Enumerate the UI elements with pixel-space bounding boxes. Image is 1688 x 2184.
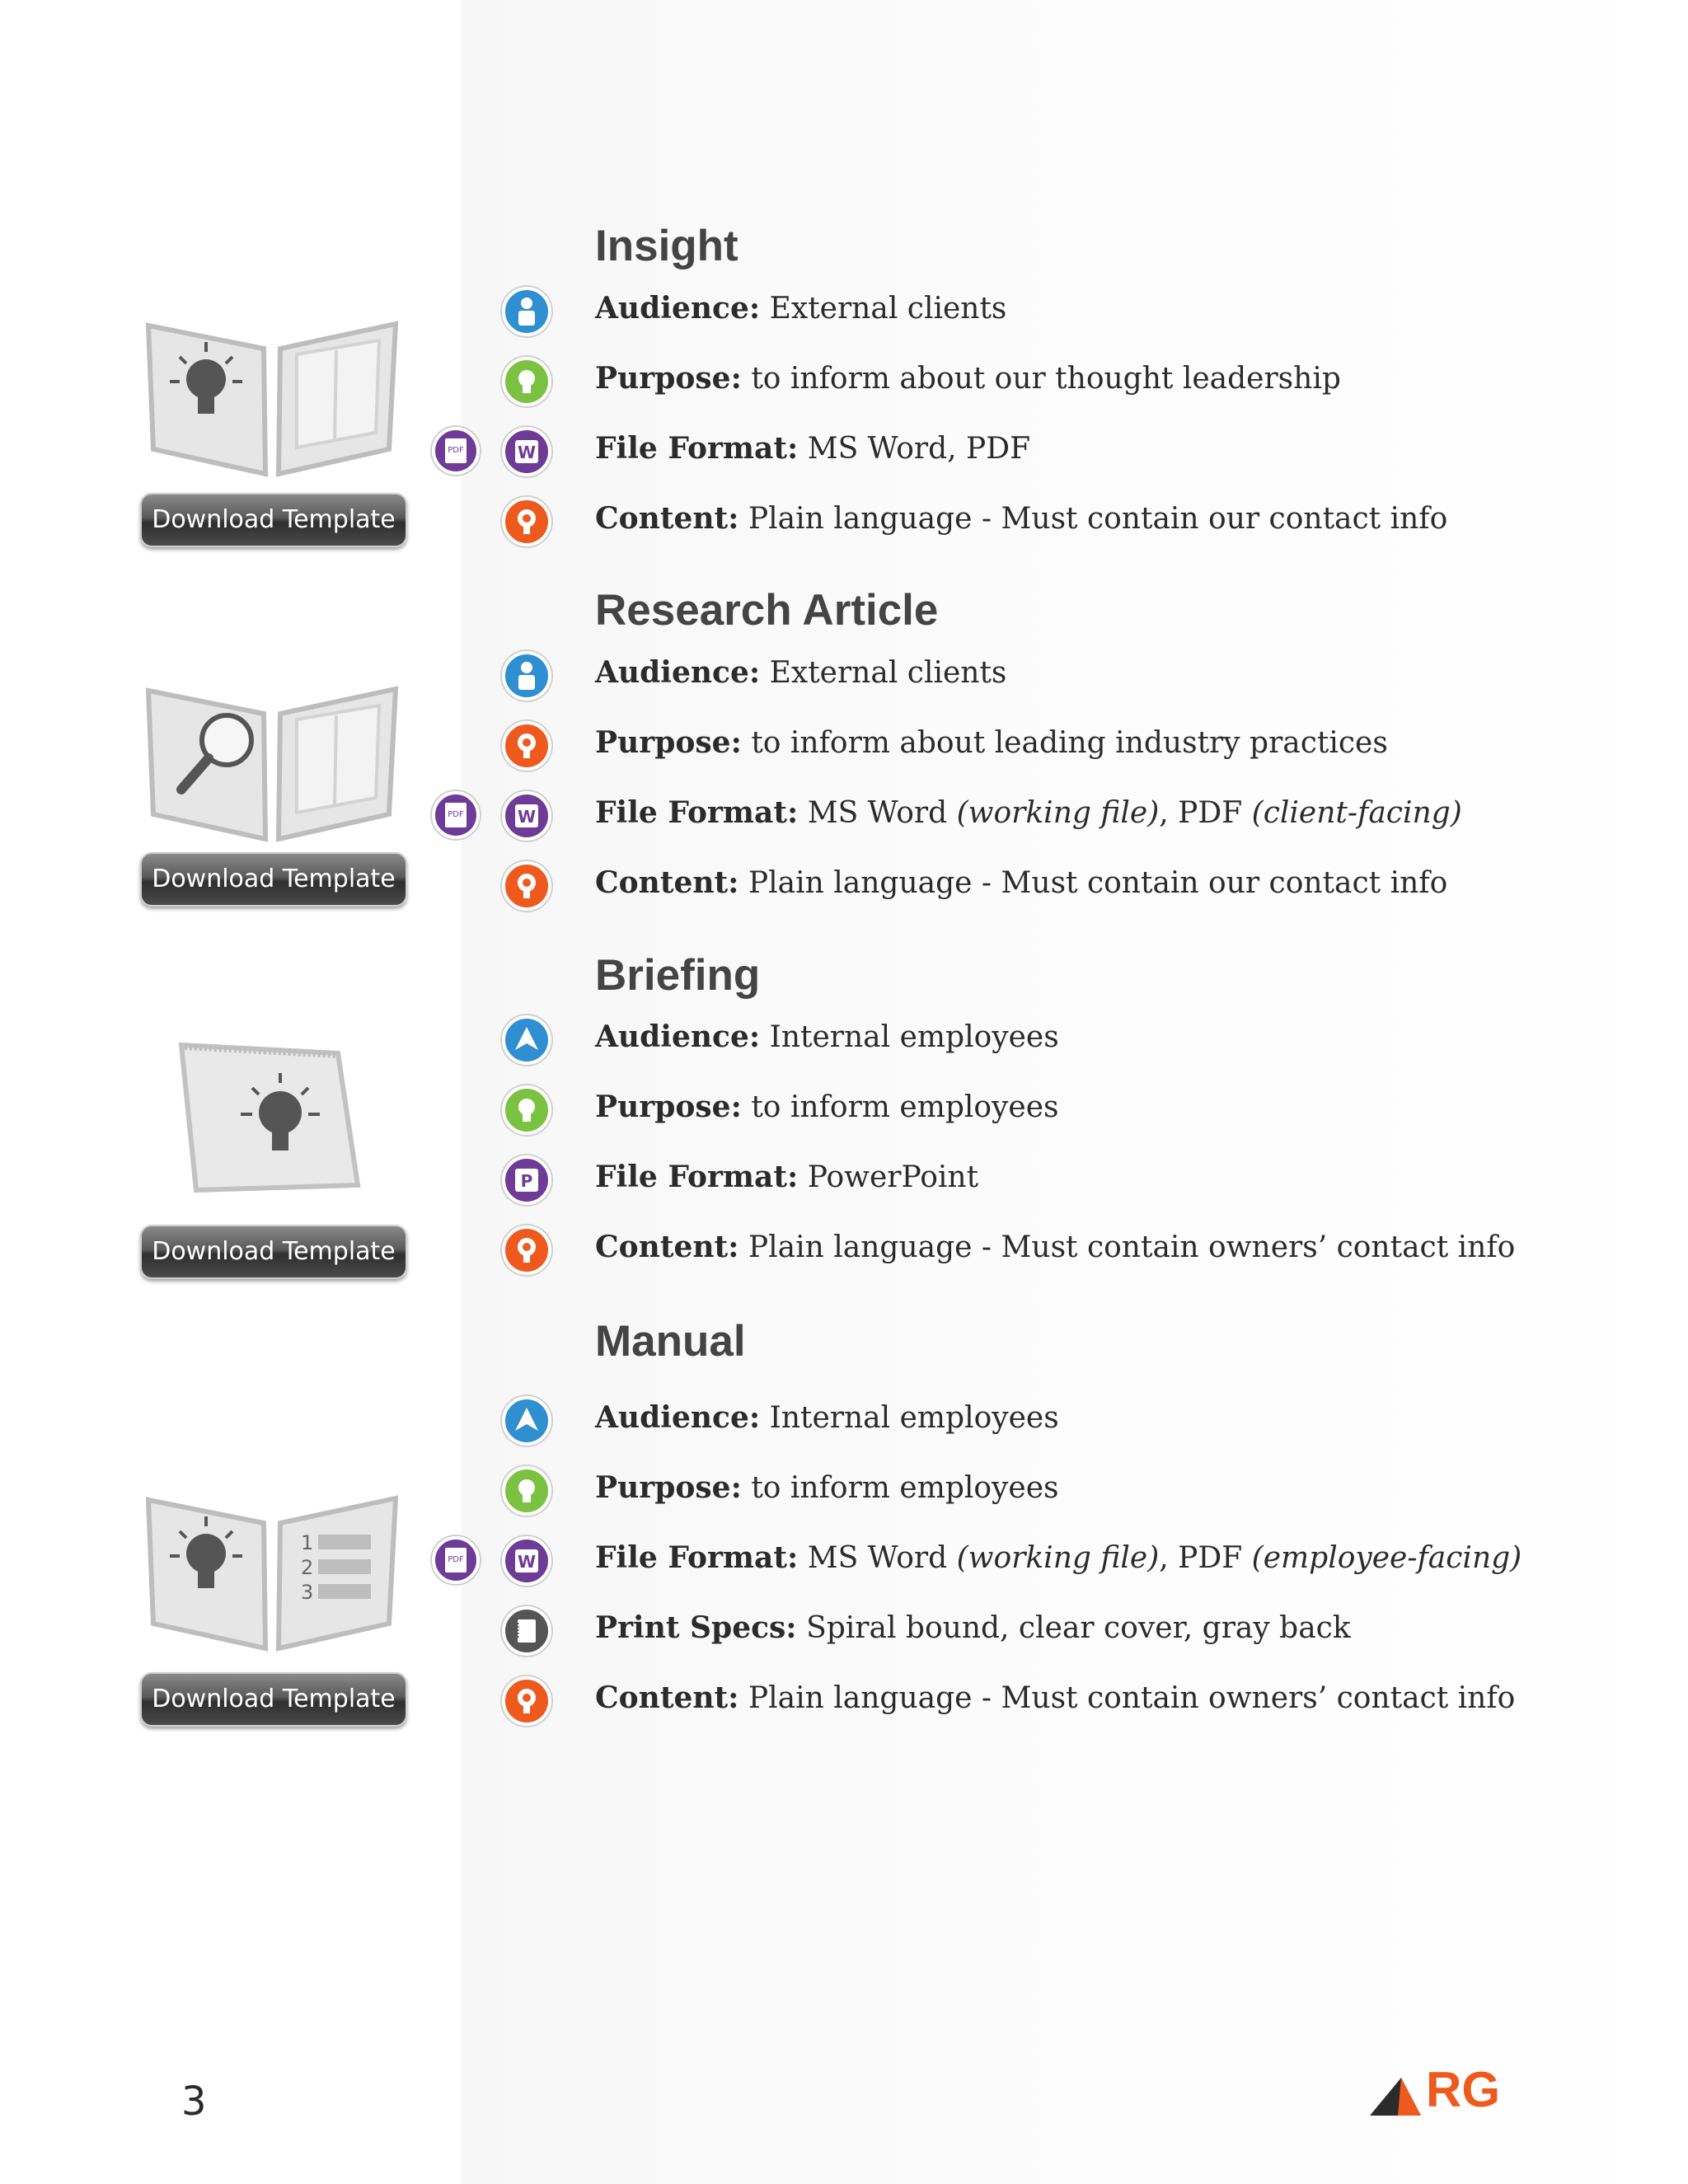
row-text-part: , PDF (1159, 1541, 1252, 1575)
file-format-row (0, 1152, 1688, 1222)
content-bulb-icon (502, 1226, 551, 1275)
download-template-button[interactable]: Download Template (140, 1225, 407, 1279)
print-specs-row (0, 1603, 1688, 1673)
svg-text:W: W (517, 1552, 537, 1572)
row-text: Plain language - Must contain our contact info (748, 502, 1448, 536)
pdf-icon (432, 791, 480, 839)
lightbulb-icon (502, 1466, 551, 1516)
content-row (0, 1673, 1688, 1743)
svg-text:3: 3 (301, 1581, 314, 1604)
notebook-icon (502, 1606, 551, 1656)
content-row (0, 1222, 1688, 1292)
svg-text:W: W (517, 807, 537, 827)
row-text-part: , PDF (1159, 796, 1252, 830)
company-icon (502, 1015, 551, 1065)
pdf-icon (432, 1536, 480, 1584)
row-text-part: (working file) (956, 1541, 1160, 1575)
download-template-button[interactable]: Download Template (140, 1672, 407, 1727)
row-text: Spiral bound, clear cover, gray back (806, 1611, 1351, 1645)
row-label: Purpose: (595, 1090, 742, 1124)
row-label: File Format: (595, 1540, 799, 1575)
row-text: MS Word, PDF (807, 432, 1031, 466)
file-format-row (0, 788, 1688, 858)
row-text-part: MS Word (807, 1541, 957, 1575)
company-icon (502, 1396, 551, 1446)
row-text: to inform about our thought leadership (751, 362, 1341, 396)
row-label: Content: (595, 1230, 739, 1264)
content-bulb-icon (502, 497, 551, 546)
row-label: Purpose: (595, 725, 742, 760)
row-text: to inform employees (751, 1471, 1059, 1505)
content-row (0, 494, 1688, 564)
person-icon (502, 287, 551, 336)
audience-row (0, 1012, 1688, 1082)
row-label: File Format: (595, 795, 799, 830)
row-text: Plain language - Must contain owners’ contact info (748, 1681, 1516, 1715)
section-title: Research Article (595, 586, 939, 635)
purpose-row (0, 1082, 1688, 1152)
svg-text:1: 1 (301, 1531, 314, 1554)
row-text-part: MS Word (807, 796, 957, 830)
company-logo: RG (1426, 2062, 1500, 2117)
row-text: PowerPoint (807, 1160, 979, 1194)
row-text: Internal employees (769, 1401, 1059, 1435)
svg-text:PDF: PDF (448, 446, 464, 455)
row-label: Print Specs: (595, 1610, 797, 1645)
audience-row (0, 284, 1688, 354)
word-icon (502, 791, 551, 841)
row-label: File Format: (595, 431, 799, 466)
row-text: External clients (769, 292, 1007, 326)
row-text-part: (employee-facing) (1251, 1541, 1522, 1575)
powerpoint-icon (502, 1155, 551, 1205)
row-text: Internal employees (769, 1020, 1059, 1054)
target-bulb-icon (502, 721, 551, 771)
section-title: Manual (595, 1317, 746, 1366)
pdf-icon (432, 427, 480, 475)
row-text: Plain language - Must contain owners’ contact info (748, 1230, 1516, 1264)
row-label: Purpose: (595, 361, 742, 396)
row-label: Content: (595, 1680, 739, 1715)
svg-text:PDF: PDF (448, 810, 464, 819)
row-text-part: (client-facing) (1251, 796, 1462, 830)
person-icon (502, 651, 551, 701)
audience-row (0, 648, 1688, 718)
row-label: Audience: (595, 291, 761, 326)
download-template-button[interactable]: Download Template (140, 493, 407, 547)
lightbulb-icon (502, 1085, 551, 1135)
row-text: to inform employees (751, 1090, 1059, 1124)
section-title: Briefing (595, 951, 761, 1000)
svg-text:2: 2 (301, 1556, 314, 1579)
row-label: Audience: (595, 1019, 761, 1054)
svg-text:PDF: PDF (448, 1555, 464, 1564)
purpose-row (0, 354, 1688, 424)
row-text: Plain language - Must contain our contact info (748, 866, 1448, 900)
purpose-row (0, 718, 1688, 788)
file-format-row (0, 424, 1688, 494)
content-bulb-icon (502, 1676, 551, 1726)
row-label: Content: (595, 865, 739, 900)
file-format-row (0, 1533, 1688, 1603)
row-label: Content: (595, 501, 739, 536)
row-text: External clients (769, 656, 1007, 690)
row-label: Audience: (595, 655, 761, 690)
svg-text:P: P (520, 1171, 533, 1191)
content-row (0, 858, 1688, 928)
purpose-row (0, 1463, 1688, 1533)
page-number: 3 (181, 2079, 207, 2125)
download-template-button[interactable]: Download Template (140, 852, 407, 907)
audience-row (0, 1393, 1688, 1463)
word-icon (502, 427, 551, 476)
lightbulb-icon (502, 357, 551, 406)
row-label: Purpose: (595, 1470, 742, 1505)
section-title: Insight (595, 222, 738, 270)
word-icon (502, 1536, 551, 1586)
row-text: to inform about leading industry practices (751, 726, 1388, 760)
row-label: Audience: (595, 1400, 761, 1435)
row-text-part: (working file) (956, 796, 1160, 830)
svg-text:W: W (517, 443, 537, 462)
content-bulb-icon (502, 861, 551, 911)
row-label: File Format: (595, 1160, 799, 1194)
